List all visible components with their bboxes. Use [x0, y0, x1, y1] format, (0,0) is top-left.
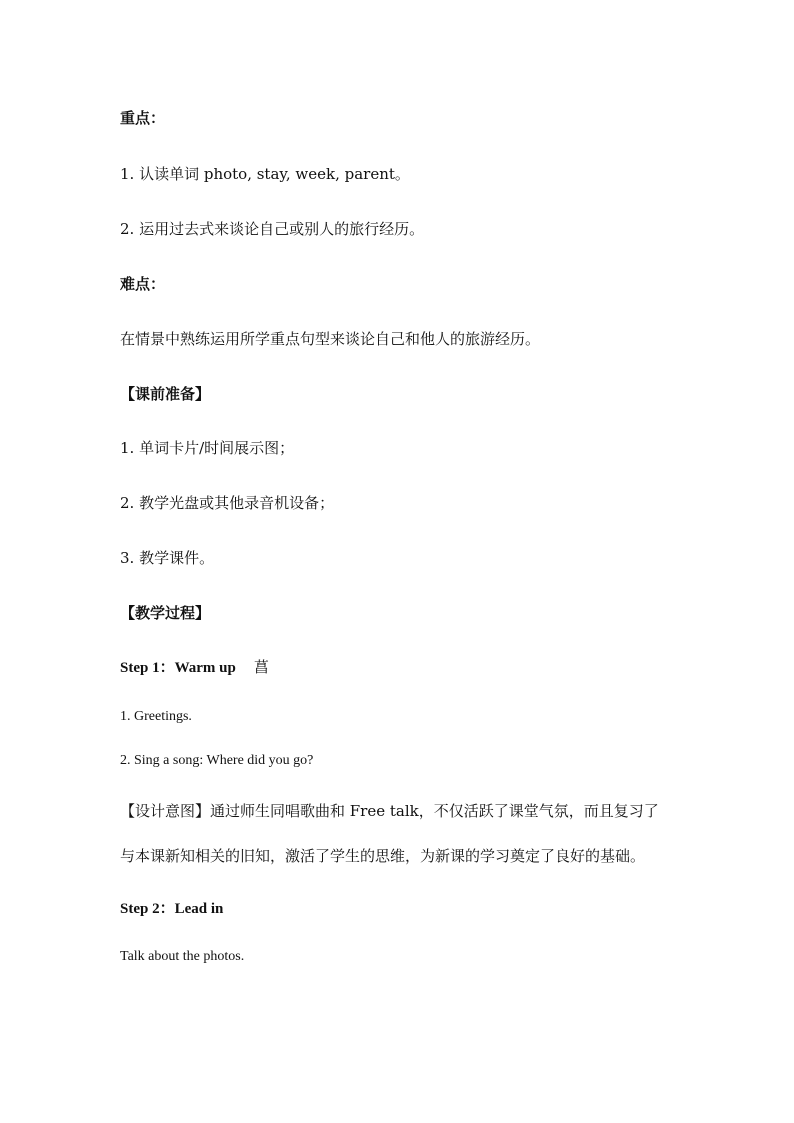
- preparation-item-2: 2. 教学光盘或其他录音机设备；: [120, 494, 335, 512]
- step1-glyph: 菖: [253, 660, 269, 676]
- key-point-item-1: 1. 认读单词 photo, stay, week, parent。: [120, 165, 410, 183]
- preparation-item-1: 1. 单词卡片/时间展示图；: [120, 439, 295, 457]
- difficulty-text: 在情景中熟练运用所学重点句型来谈论自己和他人的旅游经历。: [120, 330, 541, 348]
- step1-title: Step 1：Warm up: [120, 660, 236, 676]
- design-intent-line-2: 与本课新知相关的旧知，激活了学生的思维，为新课的学习奠定了良好的基础。: [120, 847, 646, 865]
- preparation-item-3: 3. 教学课件。: [120, 549, 215, 567]
- preparation-heading: 【课前准备】: [120, 385, 211, 403]
- step1-item-2: 2. Sing a song: Where did you go?: [120, 753, 314, 768]
- process-heading: 【教学过程】: [120, 604, 211, 622]
- key-point-item-2: 2. 运用过去式来谈论自己或别人的旅行经历。: [120, 220, 425, 238]
- key-points-heading: 重点：: [120, 109, 166, 127]
- step1-heading: [120, 658, 269, 678]
- design-intent-line-1: 【设计意图】通过师生同唱歌曲和 Free talk，不仅活跃了课堂气氛，而且复习了: [120, 802, 659, 820]
- difficulty-heading: 难点：: [120, 275, 166, 293]
- step2-heading: Step 2：Lead in: [120, 901, 224, 917]
- step1-item-1: 1. Greetings.: [120, 709, 192, 724]
- step2-text: Talk about the photos.: [120, 949, 245, 964]
